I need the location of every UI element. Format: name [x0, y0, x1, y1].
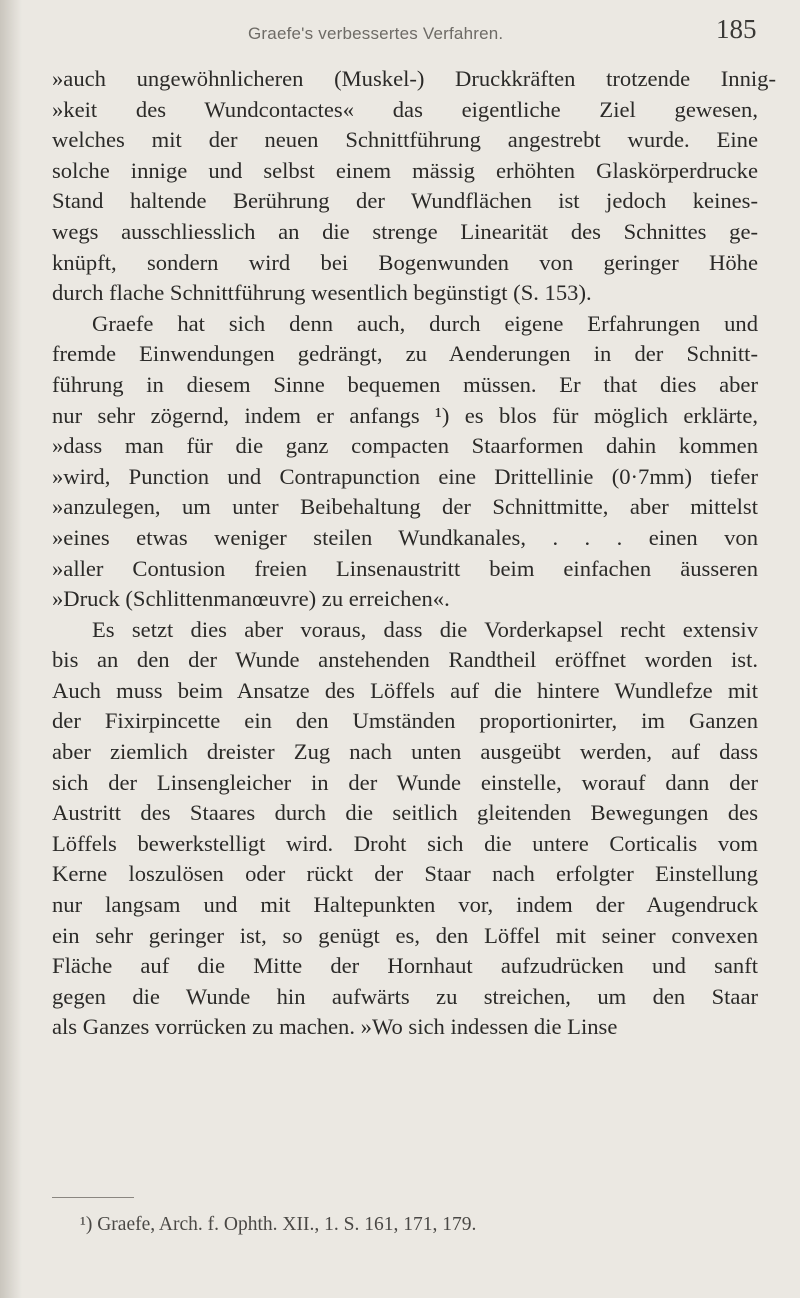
footnote-divider: [52, 1197, 134, 1198]
text-line: »dass man für die ganz compacten Staarformen dahin kommen: [52, 433, 758, 459]
text-line: »auch ungewöhnlicheren (Muskel-) Druckkräften trotzende Innig-: [52, 66, 776, 91]
text-line: solche innige und selbst einem mässig erhöhten Glaskörperdrucke: [52, 157, 758, 183]
text-line: »Druck (Schlittenmanœuvre) zu erreichen«.: [52, 586, 450, 612]
text-line: wegs ausschliesslich an die strenge Linearität des Schnittes ge-: [52, 218, 758, 244]
text-line: Austritt des Staares durch die seitlich gleitenden Bewegungen des: [52, 800, 758, 826]
text-line: Fläche auf die Mitte der Hornhaut aufzudrücken und sanft: [52, 953, 758, 979]
text-line: welches mit der neuen Schnittführung angestrebt wurde. Eine: [52, 127, 758, 153]
footnote-text: Graefe, Arch. f. Ophth. XII., 1. S. 161, 171, 179.: [97, 1214, 477, 1235]
text-line: Stand haltende Berührung der Wundflächen ist jedoch keines-: [52, 188, 758, 214]
text-line: durch flache Schnittführung wesentlich begünstigt (S. 153).: [52, 280, 592, 306]
text-line: knüpft, sondern wird bei Bogenwunden von geringer Höhe: [52, 249, 758, 275]
text-line: Kerne loszulösen oder rückt der Staar nach erfolgter Einstellung: [52, 861, 758, 887]
text-line: nur langsam und mit Haltepunkten vor, indem der Augendruck: [52, 892, 758, 918]
running-title: Graefe's verbessertes Verfahren.: [248, 24, 504, 43]
page-header: [0, 14, 800, 54]
text-line: Es setzt dies aber voraus, dass die Vorderkapsel recht extensiv: [92, 616, 758, 642]
text-line: »wird, Punction und Contrapunction eine Drittellinie (0·7mm) tiefer: [52, 463, 758, 489]
text-line: aber ziemlich dreister Zug nach unten ausgeübt werden, auf dass: [52, 739, 758, 765]
text-line: als Ganzes vorrücken zu machen. »Wo sich indessen die Linse: [52, 1014, 618, 1040]
text-line: »keit des Wundcontactes« das eigentliche Ziel gewesen,: [52, 96, 758, 122]
text-line: der Fixirpincette ein den Umständen proportionirter, im Ganzen: [52, 708, 758, 734]
text-line: gegen die Wunde hin aufwärts zu streichen, um den Staar: [52, 983, 758, 1009]
text-line: fremde Einwendungen gedrängt, zu Aenderungen in der Schnitt-: [52, 341, 758, 367]
text-line: ein sehr geringer ist, so genügt es, den Löffel mit seiner convexen: [52, 922, 758, 948]
text-line: bis an den der Wunde anstehenden Randtheil eröffnet worden ist.: [52, 647, 758, 673]
text-line: sich der Linsengleicher in der Wunde einstelle, worauf dann der: [52, 769, 758, 795]
text-line: Löffels bewerkstelligt wird. Droht sich die untere Corticalis vom: [52, 830, 758, 856]
text-line: Auch muss beim Ansatze des Löffels auf die hintere Wundlefze mit: [52, 677, 758, 703]
footnote-marker: ¹): [80, 1214, 93, 1235]
footnote: [80, 1214, 476, 1236]
text-line: »anzulegen, um unter Beibehaltung der Schnittmitte, aber mittelst: [52, 494, 758, 520]
body-text: [52, 64, 776, 1043]
text-line: Graefe hat sich denn auch, durch eigene Erfahrungen und: [92, 310, 758, 336]
page-number: 185: [716, 14, 757, 44]
text-line: »eines etwas weniger steilen Wundkanales, . . . einen von: [52, 524, 758, 550]
text-line: nur sehr zögernd, indem er anfangs ¹) es blos für möglich erklärte,: [52, 402, 758, 428]
page-gutter-shadow: [0, 0, 22, 1298]
text-line: führung in diesem Sinne bequemen müssen. Er that dies aber: [52, 371, 758, 397]
text-line: »aller Contusion freien Linsenaustritt beim einfachen äusseren: [52, 555, 758, 581]
